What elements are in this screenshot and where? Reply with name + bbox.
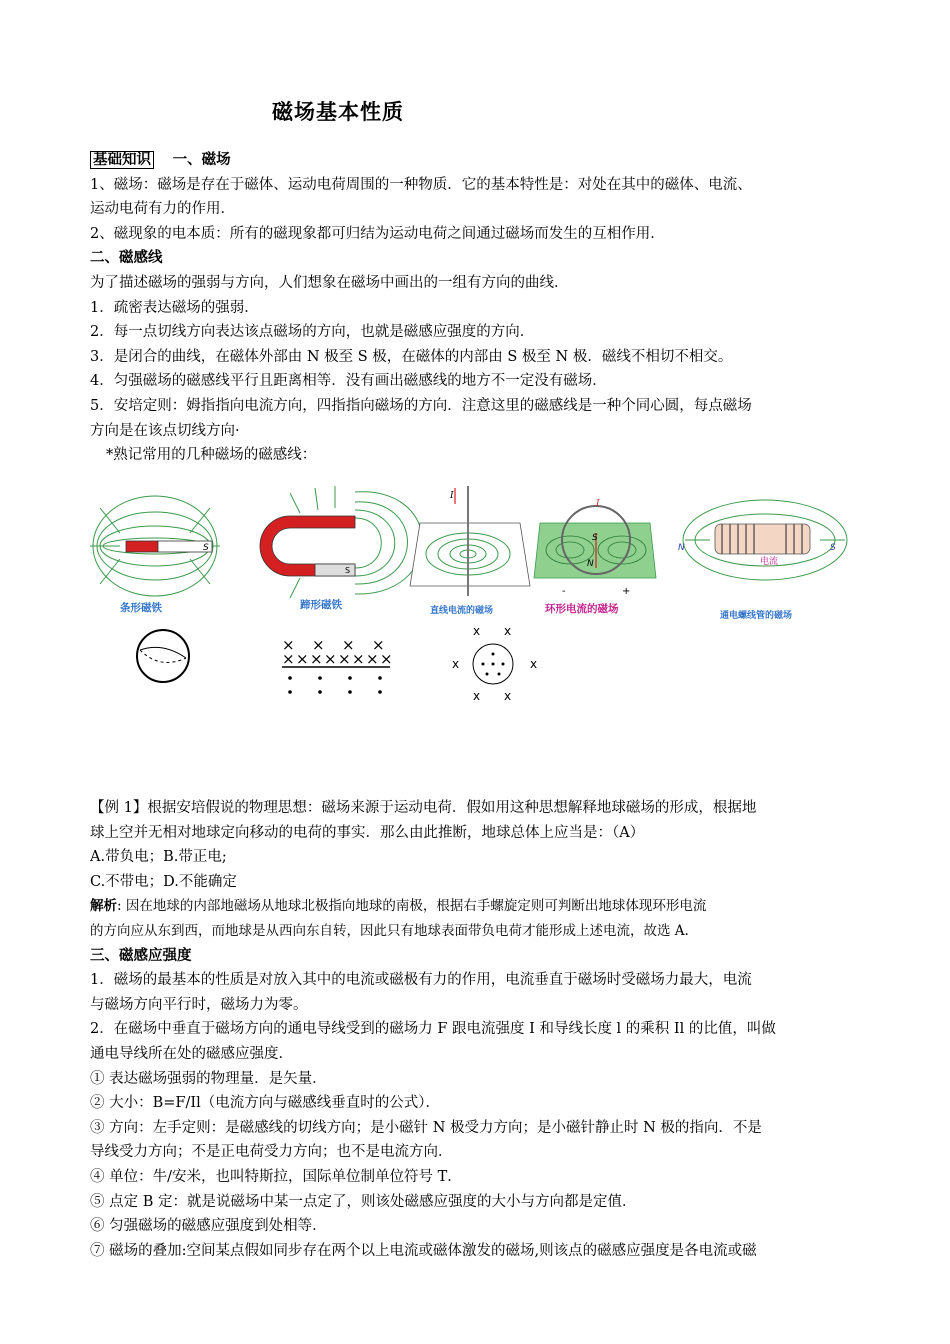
crosses-and-dots-sketch bbox=[282, 636, 393, 694]
caption-bar-magnet: 条形磁铁 bbox=[120, 602, 162, 614]
paragraph-line: ⑥ 匀强磁场的磁感应强度到处相等． bbox=[90, 1218, 327, 1235]
x-bottom-left: x bbox=[473, 689, 481, 703]
example-1-explanation bbox=[90, 894, 860, 919]
section-1-heading: 一、磁场 bbox=[172, 152, 231, 168]
basic-knowledge-tag: 基础知识 bbox=[90, 151, 154, 169]
paragraph-line: 2．每一点切线方向表达该点磁场的方向，也就是磁感应强度的方向． bbox=[90, 324, 535, 341]
paragraph-line: ① 表达磁场强弱的物理量．是矢量． bbox=[90, 1070, 327, 1087]
x-top-left: x bbox=[473, 624, 481, 638]
solenoid-diagram bbox=[678, 500, 847, 621]
ring-plus-label: + bbox=[622, 586, 631, 597]
explanation-label: 解析 bbox=[90, 898, 117, 915]
cross-row-1b: × bbox=[312, 636, 325, 654]
paragraph-line: 导线受力方向；不是正电荷受力方向；也不是电流方向． bbox=[90, 1144, 453, 1161]
section-3-heading: 三、磁感应强度 bbox=[90, 947, 192, 964]
section-1 bbox=[90, 148, 860, 468]
example-1-option-line: C.不带电；D.不能确定 bbox=[90, 873, 237, 890]
caption-solenoid: 通电螺线管的磁场 bbox=[720, 611, 793, 621]
page-title: 磁场基本性质 bbox=[272, 100, 404, 124]
sphere-sketch bbox=[137, 630, 189, 682]
ring-n-label: N bbox=[587, 559, 594, 569]
example-1-line: 球上空并无相对地球定向移动的电荷的事实．那么由此推断，地球总体上应当是：（A） bbox=[90, 824, 645, 841]
cross-row-1c: × bbox=[342, 636, 355, 654]
caption-ring-current: 环形电流的磁场 bbox=[545, 603, 619, 615]
paragraph-line: 3．是闭合的曲线，在磁体外部由 N 极至 S 极，在磁体的内部由 S 极至 N 极．磁线不相切不相交。 bbox=[90, 348, 733, 365]
paragraph-line: ② 大小：B=F/Il（电流方向与磁感线垂直时的公式）． bbox=[90, 1095, 440, 1112]
cross-row-2d: × bbox=[324, 650, 337, 668]
straight-current-diagram bbox=[410, 486, 530, 616]
x-right: x bbox=[530, 657, 538, 671]
figure-svg bbox=[90, 478, 860, 718]
section-1-heading-line bbox=[90, 148, 860, 173]
caption-straight-current: 直线电流的磁场 bbox=[430, 606, 494, 616]
paragraph-line: 与磁场方向平行时，磁场力为零。 bbox=[90, 996, 308, 1013]
paragraph-line: 为了描述磁场的强弱与方向，人们想象在磁场中画出的一组有方向的曲线． bbox=[90, 274, 569, 291]
ring-current-diagram bbox=[534, 499, 656, 615]
cross-row-2g: × bbox=[366, 650, 379, 668]
example-1-explanation-line: 的方向应从东到西，而地球是从西向东自转，因此只有地球表面带负电荷才能形成上述电流，故选 A. bbox=[90, 922, 689, 939]
cross-row-2e: × bbox=[338, 650, 351, 668]
cross-row-1d: × bbox=[372, 636, 385, 654]
cross-row-2b: × bbox=[296, 650, 309, 668]
paragraph-line: *熟记常用的几种磁场的磁感线： bbox=[106, 447, 317, 464]
x-left: x bbox=[452, 657, 460, 671]
example-1-line: 【例 1】根据安培假说的物理思想：磁场来源于运动电荷．假如用这种思想解释地球磁场的形成，根据地 bbox=[90, 800, 757, 816]
ring-s-label: S bbox=[592, 533, 598, 543]
cross-row-2a: × bbox=[282, 650, 295, 668]
paragraph-line: 方向是在该点切线方向· bbox=[90, 422, 240, 439]
bar-magnet-diagram bbox=[90, 496, 220, 614]
section-2-heading: 二、磁感线 bbox=[90, 250, 163, 267]
caption-horseshoe-magnet: 蹄形磁铁 bbox=[300, 599, 342, 611]
paragraph-line: ⑦ 磁场的叠加:空间某点假如同步存在两个以上电流或磁体激发的磁场,则该点的磁感应强度是各电流或磁 bbox=[90, 1242, 757, 1259]
solenoid-n-label: N bbox=[678, 543, 685, 553]
paragraph-line: 2．在磁场中垂直于磁场方向的通电导线受到的磁场力 F 跟电流强度 I 和导线长度 l 的乘积 Il 的比值，叫做 bbox=[90, 1021, 776, 1038]
cross-row-2c: × bbox=[310, 650, 323, 668]
ring-minus-label: - bbox=[562, 586, 566, 597]
ring-current-label: I bbox=[596, 499, 600, 509]
solenoid-current-label: 电流 bbox=[760, 557, 779, 567]
paragraph-line: 2、磁现象的电本质：所有的磁现象都可归结为运动电荷之间通过磁场而发生的互相作用． bbox=[90, 225, 665, 242]
explanation-text: : 因在地球的内部地磁场从地球北极指向地球的南极，根据右手螺旋定则可判断出地球体现环形电流 bbox=[117, 898, 707, 915]
x-bottom-right: x bbox=[504, 689, 512, 703]
example-1-option-line: A.带负电；B.带正电; bbox=[90, 849, 227, 866]
paragraph-line: 1．疏密表达磁场的强弱． bbox=[90, 299, 259, 316]
paragraph-line: ③ 方向：左手定则：是磁感线的切线方向；是小磁针 N 极受力方向；是小磁针静止时 N 极的指向．不是 bbox=[90, 1119, 762, 1136]
solenoid-s-label: S bbox=[830, 543, 836, 553]
paragraph-line: 1．磁场的最基本的性质是对放入其中的电流或磁极有力的作用，电流垂直于磁场时受磁场力最大，电流 bbox=[90, 972, 752, 989]
cross-row-2f: × bbox=[352, 650, 365, 668]
paragraph-line: 4．匀强磁场的磁感线平行且距离相等．没有画出磁感线的地方不一定没有磁场． bbox=[90, 373, 607, 390]
x-top-right: x bbox=[504, 624, 512, 638]
paragraph-line: 通电导线所在处的磁感应强度． bbox=[90, 1045, 293, 1062]
cross-row-1: × bbox=[282, 636, 307, 654]
circle-field-sketch bbox=[452, 624, 537, 703]
wire-current-label: I bbox=[450, 491, 454, 501]
paragraph-line: ④ 单位：牛/安米，也叫特斯拉，国际单位制单位符号 T． bbox=[90, 1168, 462, 1185]
paragraph-line: 1、磁场：磁场是存在于磁体、运动电荷周围的一种物质．它的基本特性是：对处在其中的磁体、电流、 bbox=[90, 176, 752, 193]
cross-row-2h: × bbox=[380, 650, 393, 668]
paragraph-line: 运动电荷有力的作用． bbox=[90, 201, 235, 218]
paragraph-line: 5．安培定则：姆指指向电流方向，四指指向磁场的方向．注意这里的磁感线是一种个同心圆，每点磁场 bbox=[90, 397, 752, 414]
horseshoe-s-label: S bbox=[345, 566, 351, 575]
horseshoe-magnet-diagram bbox=[260, 486, 423, 611]
magnetic-field-figure bbox=[90, 478, 860, 718]
example-and-section-3 bbox=[90, 796, 860, 1263]
paragraph-line: ⑤ 点定 B 定：就是说磁场中某一点定了，则该处磁感应强度的大小与方向都是定值． bbox=[90, 1193, 637, 1210]
bar-magnet-s-label: S bbox=[203, 543, 209, 553]
